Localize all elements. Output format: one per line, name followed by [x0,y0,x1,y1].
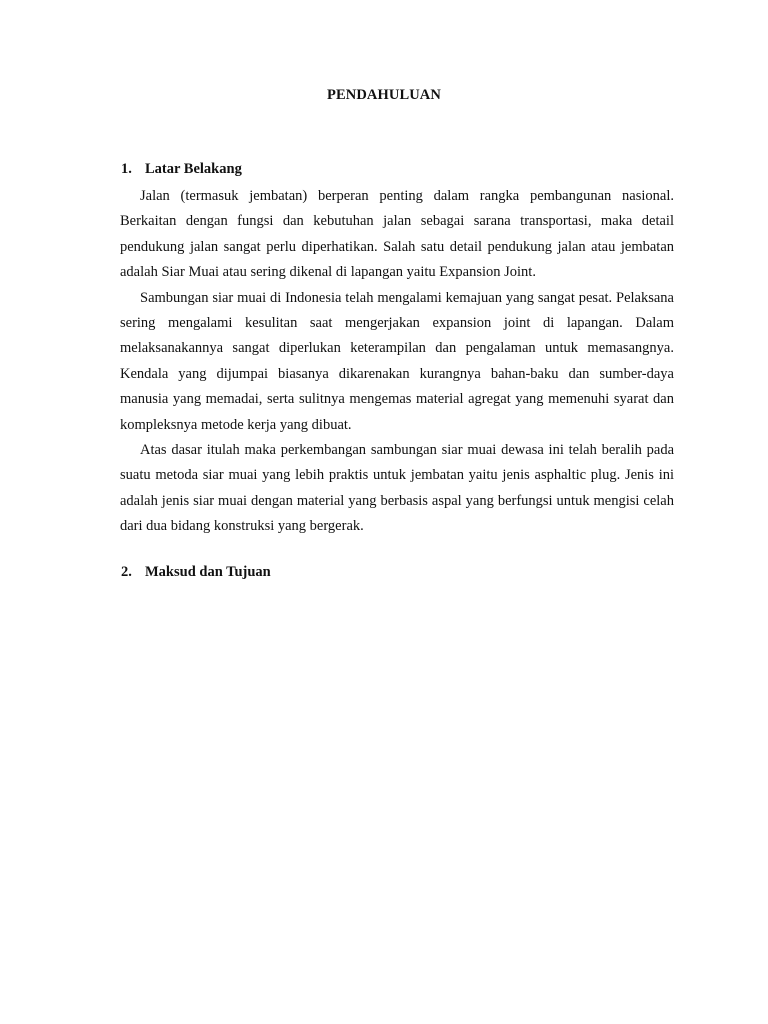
section-number: 1. [121,161,132,177]
paragraph: Sambungan siar muai di Indonesia telah mengalami kemajuan yang sangat pesat. Pelaksana sering mengalami kesulitan saat mengerjakan expansion joint di lapangan. Dalam melaksanakannya sangat diperlukan keterampilan dan pengalaman untuk memasangnya. Kendala yang dijumpai biasanya dikarenakan kurangnya bahan-baku dan sumber-daya manusia yang memadai, serta sulitnya mengemas material agregat yang memenuhi syarat dan kompleksnya metode kerja yang dibuat. [120,289,674,433]
section-number: 2. [121,564,132,580]
section-heading-text: Maksud dan Tujuan [145,564,271,580]
section-heading-maksud-dan-tujuan [121,564,271,581]
section-heading-latar-belakang [121,161,242,178]
page-title: PENDAHULUAN [327,87,441,103]
paragraph: Jalan (termasuk jembatan) berperan penting dalam rangka pembangunan nasional. Berkaitan dengan fungsi dan kebutuhan jalan sebagai sarana transportasi, maka detail pendukung jalan sangat perlu diperhatikan. Salah satu detail pendukung jalan atau jembatan adalah Siar Muai atau sering dikenal di lapangan yaitu Expansion Joint. [120,188,674,281]
section-heading-text: Latar Belakang [145,161,242,177]
section-body-latar-belakang [120,184,674,540]
paragraph: Atas dasar itulah maka perkembangan sambungan siar muai dewasa ini telah beralih pada suatu metoda siar muai yang lebih praktis untuk jembatan yaitu jenis asphaltic plug. Jenis ini adalah jenis siar muai dengan material yang berbasis aspal yang berfungsi untuk mengisi celah dari dua bidang konstruksi yang bergerak. [120,442,674,535]
